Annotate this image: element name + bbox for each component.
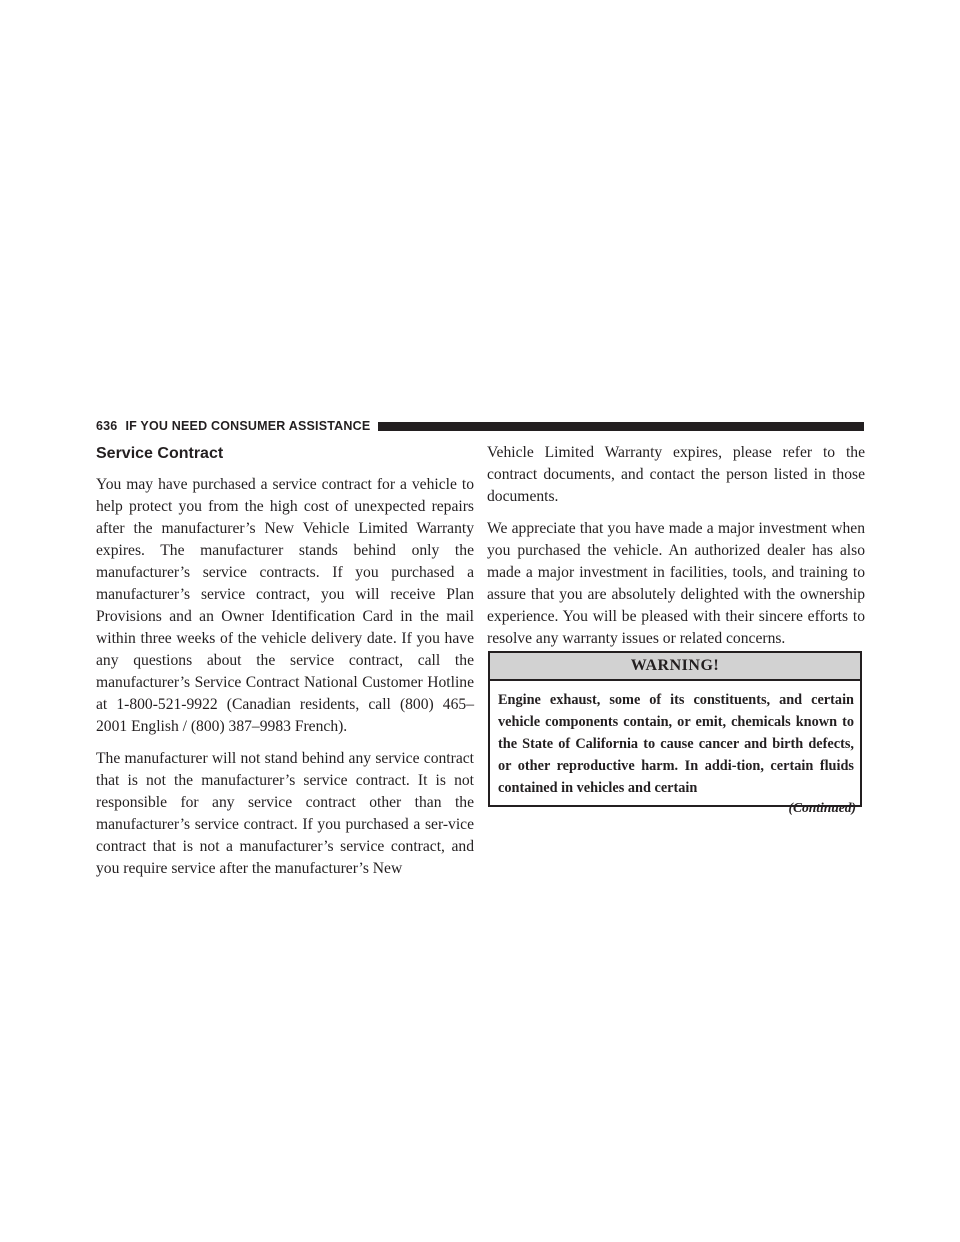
section-title: IF YOU NEED CONSUMER ASSISTANCE	[125, 419, 371, 433]
warning-box	[488, 651, 862, 807]
service-contract-heading: Service Contract	[96, 445, 224, 462]
service-contract-paragraph-1: You may have purchased a service contract for a vehicle to help protect you from the high cost of unexpected repairs after the manufacturer’s New Vehicle Limited Warranty expires. The manufacturer stands behind only the manufacturer’s service contracts. If you purchased a manufacturer’s service contract, you will receive Plan Provisions and an Owner Identification Card in the mail within three weeks of the vehicle delivery date. If you have any questions about the service contract, call the manufacturer’s Service Contract National Customer Hotline at 1-800-521-9922 (Canadian residents, call (800) 465–2001 English / (800) 387–9983 French).	[96, 476, 474, 735]
right-column	[487, 440, 865, 660]
left-column	[96, 440, 474, 890]
right-paragraph-2: We appreciate that you have made a major investment when you purchased the vehicle. An authorized dealer has also made a major investment in facilities, tools, and training to assure that you are absolutely delighted with the ownership experience. You will be pleased with their sincere efforts to resolve any warranty issues or related concerns.	[487, 520, 865, 647]
right-paragraph-1: Vehicle Limited Warranty expires, please refer to the contract documents, and contact the person listed in those documents.	[487, 444, 865, 505]
page-header	[96, 419, 864, 433]
continued-label: (Continued)	[788, 800, 856, 815]
page-number: 636	[96, 419, 118, 433]
warning-title: WARNING!	[490, 653, 860, 681]
service-contract-paragraph-2: The manufacturer will not stand behind any service contract that is not the manufacturer’s service contract. It is not responsible for any service contract other than the manufacturer’s service contract. If you purchased a ser-vice contract that is not a manufacturer’s service contract, and you require service after the manufacturer’s New	[96, 750, 474, 877]
warning-body: Engine exhaust, some of its constituents, and certain vehicle components contain, or emit, chemicals known to the State of California to cause cancer and birth defects, or other reproductive harm. In addi-tion, certain fluids contained in vehicles and certain	[498, 692, 854, 796]
header-rule	[378, 422, 864, 431]
